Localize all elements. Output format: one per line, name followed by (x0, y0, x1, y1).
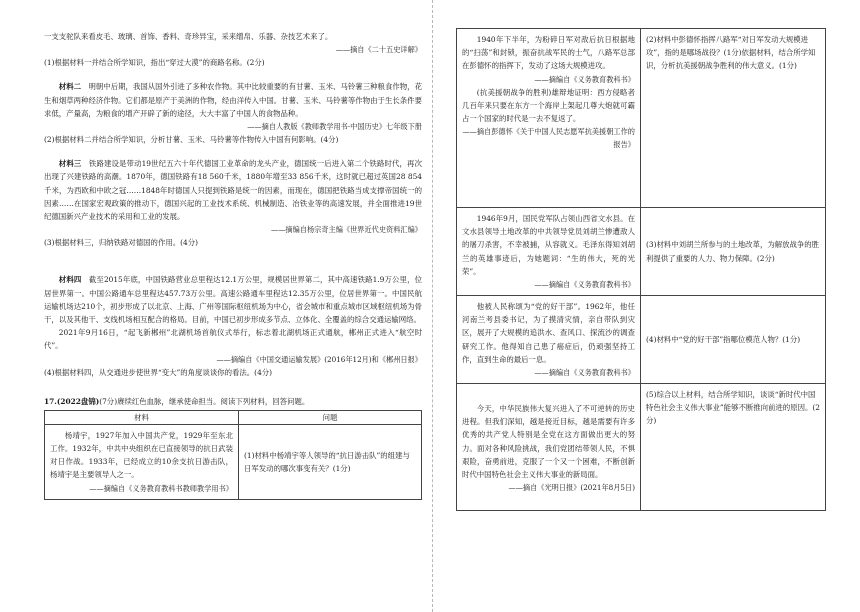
row-1-material (45, 424, 239, 499)
table-row (457, 296, 826, 384)
row-2-question: (2)材料中彭德怀指挥八路军“对日军发动大规模进攻”，指的是哪场战役？(1分)依据材料，结合所学知识，分析抗美援朝战争胜利的伟大意义。(1分) (646, 35, 816, 71)
row-4-question: (4)材料中“党的好干部”指哪位模范人物？(1分) (646, 334, 801, 344)
material-2-citation: ——摘自人教版《教师教学用书·中国历史》七年级下册 (247, 122, 422, 132)
row-5-text: 今天，中华民族伟大复兴进入了不可逆转的历史进程。但我们深知，越是接近目标，越是需要有许多优秀的共产党人特别是全党在这方面做出更大的努力。面对各种风险挑战，我们党团结带领人民，不惧艰险，奋勇前进，克服了一个又一个困难，不断创新时代中国特色社会主义伟大事业的新局面。 (462, 404, 635, 480)
row-1-question: (1)材料中杨靖宇等人领导的“抗日游击队”的组建与日军发动的哪次事变有关？(1分) (244, 450, 410, 473)
row-3-question: (3)材料中刘胡兰所参与的土地改革，为解放战争的胜利提供了重要的人力、物力保障。(2分) (646, 240, 820, 263)
question-3: (3)根据材料三，归纳铁路对德国的作用。(4分) (44, 238, 198, 248)
row-4-material (457, 296, 641, 384)
row-2-citation-2: ——摘自彭德怀《关于中国人民志愿军抗美援朝工作的报告》 (462, 127, 635, 150)
materials-table-continued (456, 28, 826, 511)
question-17-header (44, 395, 422, 408)
table-row (45, 424, 422, 499)
material-4-text: 截至2015年底，中国铁路营业总里程达12.1万公里，规模居世界第二，其中高速铁路1.9万公里，位居世界第一。中国公路通车总里程达457.73万公里。高速公路通车里程达12.35万公里，位居世界第一。中国民航运输机场达210个，初步形成了以北京、上海、广州等国际枢纽机场为中心，省会城市和重点城市区域枢纽机场为骨干，以及其他干、支线机场相互配合的格局。目前，中国已初步形成多节点、立体化、全覆盖的综合交通运输网络。 (44, 275, 422, 325)
material-3 (44, 157, 422, 223)
material-4-citation: ——摘编自《中国交通运输发展》(2016年12月)和《郴州日报》 (216, 354, 422, 364)
intro-line: 一支支驼队来看皮毛、玻璃、首饰、香料、奇珍异宝，采来缯帛、乐器、杂技艺术来了。 (44, 32, 333, 41)
row-4-text: 他被人民称颂为“党的好干部”。1962年，他任河南兰考县委书记，为了摸清灾情，亲自带队到灾区，展开了大规模的追洪水、查风口、探流沙的调查研究工作。他得知自己患了癌症后，仍顽强坚持工作，直到生命的最后一息。 (462, 302, 635, 364)
table-row (457, 384, 826, 511)
row-2-question-cell (641, 29, 826, 208)
row-2-material (457, 29, 641, 208)
row-2-text: 1940年下半年，为粉碎日军对敌后抗日根据地的“扫荡”和封锁，振奋抗战军民的士气，八路军总部在彭德怀的指挥下，发动了这场大规模进攻。 (462, 35, 635, 71)
question-17-text: (7分)赓续红色血脉，继承使命担当。阅读下列材料，回答问题。 (99, 396, 310, 406)
row-1-citation: ——摘编自《义务教育教科书教师教学用书》 (89, 483, 233, 493)
row-3-citation: ——摘编自《义务教育教科书》 (534, 280, 635, 290)
row-5-question-cell (641, 384, 826, 511)
material-4 (44, 273, 422, 326)
row-4-question-cell (641, 296, 826, 384)
question-17-number: 17. (44, 396, 57, 406)
row-3-material (457, 208, 641, 296)
material-3-citation: ——摘编自杨宗奇主编《世界近代史资料汇编》 (271, 225, 422, 235)
material-2-text: 明朝中后期，我国从国外引进了多种农作物。其中比较重要的有甘薯、玉米、马铃薯三种粮食作物，花生和烟草两种经济作物。它们都是原产于美洲的作物，经由洋传入中国。甘薯、玉米、马铃薯等作物由于生长条件要求低，产量高，为粮食的增产开辟了新的途径，大大丰富了中国人的食物品种。 (44, 82, 422, 118)
table-header-material: 材料 (45, 410, 239, 424)
row-5-citation: ——摘自《光明日报》(2021年8月5日) (508, 483, 635, 493)
row-5-material (457, 384, 641, 511)
material-3-label: 材料三 (58, 159, 82, 169)
row-1-text: 杨靖宇，1927年加入中国共产党，1929年至东北工作。1932年，中共中央组织在已直接领导的抗日武装对日作战。1933年，已经成立的10余支抗日游击队，杨靖宇是主要领导人之一。 (50, 430, 233, 480)
material-4-paragraph-2: 2021年9月16日，“起飞新郴州”北湖机场首航仪式举行，标志着北湖机场正式通航，郴州正式进入“航空时代”。 (44, 328, 422, 351)
row-3-text: 1946年9月，国民党军队占领山西省文水县。在文水县领导土地改革的中共领导党员刘胡兰惨遭敌人的屠刀杀害，不幸被捕，从容就义。毛泽东得知刘胡兰的英雄事迹后，为她题词：“生的伟大，死的光荣”。 (462, 214, 635, 276)
left-column (44, 30, 422, 500)
row-2-citation: ——摘编自《义务教育教科书》 (534, 74, 635, 84)
right-column (456, 28, 826, 511)
row-1-question-cell (239, 424, 422, 499)
question-2: (2)根据材料二并结合所学知识，分析甘薯、玉米、马铃薯等作物传入中国有何影响。(4分) (44, 135, 339, 145)
table-row (457, 29, 826, 208)
question-17-source: (2022盘锦) (56, 396, 100, 406)
row-2-text-2: (抗美援朝战争的胜利)雄辩地证明：西方侵略者几百年来只要在东方一个海岸上架起几尊大炮就可霸占一个国家的时代是一去不复返了。 (462, 87, 635, 124)
row-5-question: (5)综合以上材料，结合所学知识，谈谈“新时代中国特色社会主义伟大事业”能够不断推向前进的原因。(2分) (646, 390, 820, 426)
question-4: (4)根据材料四，从交通进步使世界“变大”的角度谈谈你的看法。(4分) (44, 367, 273, 377)
table-row (457, 208, 826, 296)
question-1: (1)根据材料一并结合所学知识，指出“穿过大漠”的商路名称。(2分) (44, 58, 265, 68)
row-4-citation: ——摘编自《义务教育教科书》 (534, 368, 635, 378)
material-2-label: 材料二 (58, 82, 82, 92)
table-header-question: 问题 (239, 410, 422, 424)
intro-citation: ——摘自《二十五史详解》 (335, 45, 422, 55)
material-3-text: 铁路建设是带动19世纪五六十年代德国工业革命的龙头产业，德国统一后进入第二个铁路时代，再次出现了兴建铁路的高潮。1870年，德国铁路有18 560千米，1880年增至33 856千米，这时就已超过英国28 854千米，为西欧和中欧之冠……1848年时德国人只提到铁路是统一的因素，而现在，德国把铁路当成支撑帝国统一的因素……在国家宏观政策的推动下，德国兴起的工业技术系统、机械制造、冶铁业等的高速发展，并全面推进19世纪德国新兴产业技术的采用和工业的发展。 (44, 159, 422, 222)
material-4-label: 材料四 (58, 275, 82, 285)
materials-table (44, 410, 422, 500)
material-2 (44, 80, 422, 120)
row-3-question-cell (641, 208, 826, 296)
binding-fold-line (432, 0, 434, 612)
